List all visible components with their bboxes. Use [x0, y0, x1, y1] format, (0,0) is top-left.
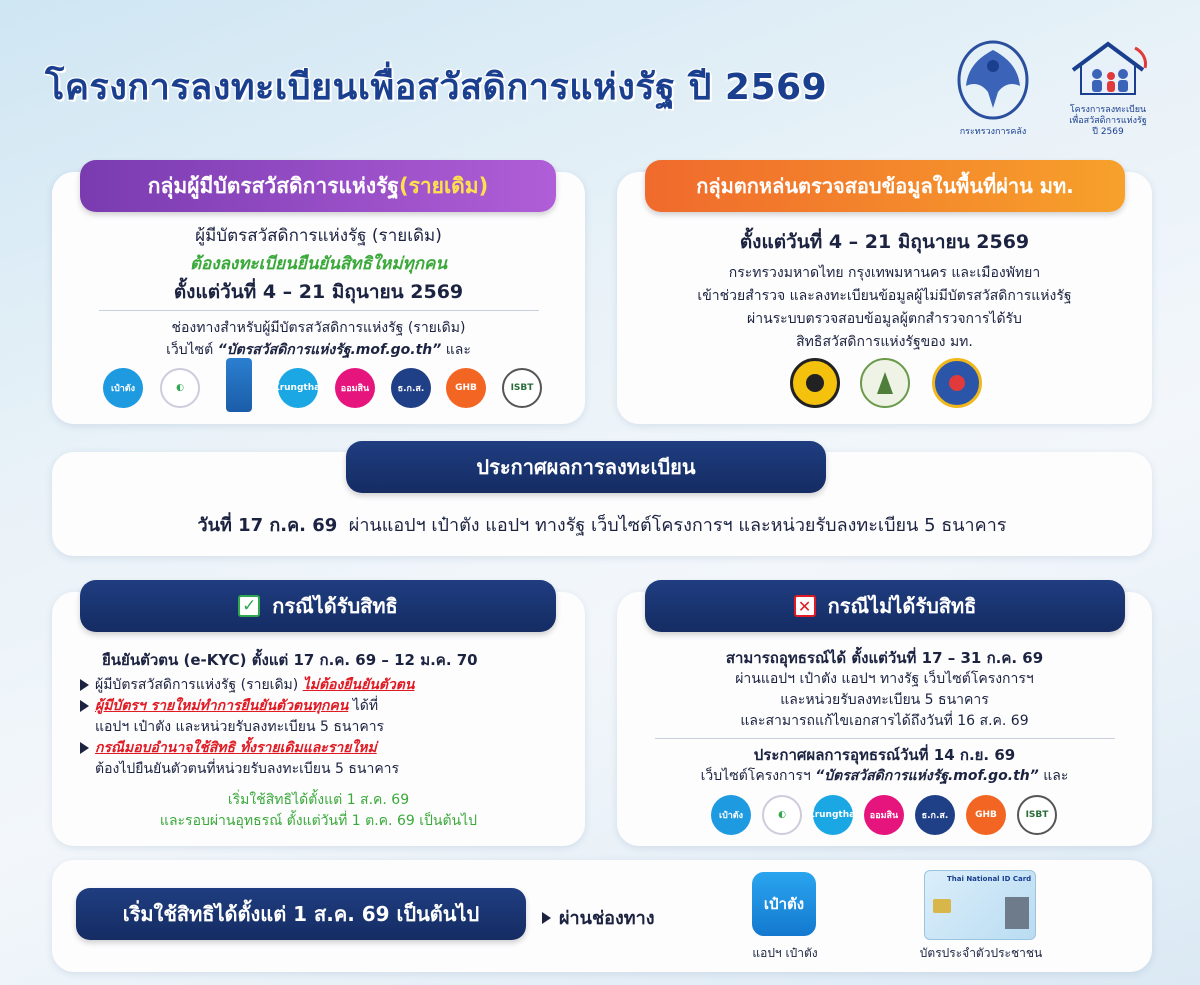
existing-line-5 [52, 339, 585, 361]
paotang-app-icon[interactable]: เป๋าตัง [103, 368, 143, 408]
family-house-icon [1063, 36, 1153, 101]
ineligible-line-6 [617, 766, 1152, 787]
krungthai-bank-icon[interactable]: Krungthai [813, 795, 853, 835]
existing-line-3: ตั้งแต่วันที่ 4 – 21 มิถุนายน 2569 [173, 281, 464, 303]
footer-start-badge: เริ่มใช้สิทธิได้ตั้งแต่ 1 ส.ค. 69 เป็นต้นไป [76, 888, 526, 940]
paotang-app-label: แอปฯ เป๋าตัง [752, 946, 818, 960]
existing-website-suffix: และ [441, 342, 471, 358]
survey-header: กลุ่มตกหล่นตรวจสอบข้อมูลในพื้นที่ผ่าน มท. [645, 160, 1125, 212]
ineligible-line-3: และหน่วยรับลงทะเบียน 5 ธนาคาร [780, 692, 989, 708]
bullet-arrow-icon [80, 679, 89, 691]
eligible-header-text: กรณีได้รับสิทธิ [272, 594, 398, 618]
eligible-bullet-2-text: ได้ที่ [348, 698, 379, 714]
ineligible-website-suffix: และ [1038, 768, 1069, 784]
project-caption-3: ปี 2569 [1092, 127, 1124, 137]
interior-ministry-seal-icon [790, 358, 840, 408]
footer-via [542, 903, 655, 932]
existing-line-2: ต้องลงทะเบียนยืนยันสิทธิใหม่ทุกคน [189, 254, 448, 274]
existing-header-highlight: (รายเดิม) [398, 173, 489, 198]
eligible-bullet-3-cont: ต้องไปยืนยันตัวตนที่หน่วยรับลงทะเบียน 5 ธนาคาร [95, 761, 400, 777]
page-title: โครงการลงทะเบียนเพื่อสวัสดิการแห่งรัฐ ปี 2569 [45, 67, 828, 108]
pattaya-seal-icon [932, 358, 982, 408]
ekyc-period: ยืนยันตัวตน (e-KYC) ตั้งแต่ 17 ก.ค. 69 – 12 ม.ค. 70 [102, 651, 478, 669]
existing-holders-header [80, 160, 556, 212]
islamic-bank-icon[interactable]: ISBT [1017, 795, 1057, 835]
project-logo [1058, 36, 1158, 146]
survey-body [617, 228, 1152, 354]
id-card-icon[interactable] [924, 870, 1036, 940]
ineligible-header [645, 580, 1125, 632]
bullet-arrow-icon [80, 700, 89, 712]
eligible-header [80, 580, 556, 632]
eligible-body [80, 650, 580, 780]
eligible-start [52, 790, 585, 832]
ministry-logo [938, 38, 1048, 137]
footer-via-text: ผ่านช่องทาง [559, 908, 655, 929]
existing-header-text: กลุ่มผู้มีบัตรสวัสดิการแห่งรัฐ [147, 173, 399, 198]
gsb-bank-icon[interactable]: ออมสิน [335, 368, 375, 408]
eligible-bullet-2-highlight: ผู้มีบัตรฯ รายใหม่ทำการยืนยันตัวตนทุกคน [95, 698, 349, 714]
existing-website-prefix: เว็บไซต์ [166, 342, 218, 358]
eligible-bullet-3-highlight: กรณีมอบอำนาจใช้สิทธิ ทั้งรายเดิมและรายใหม่ [95, 740, 377, 756]
eligible-start-2: และรอบผ่านอุทธรณ์ ตั้งแต่วันที่ 1 ต.ค. 69 เป็นต้นไป [159, 813, 478, 829]
project-caption-1: โครงการลงทะเบียน [1069, 105, 1147, 115]
survey-date: ตั้งแต่วันที่ 4 – 21 มิถุนายน 2569 [739, 231, 1030, 253]
islamic-bank-icon[interactable]: ISBT [502, 368, 542, 408]
ministry-caption: กระทรวงการคลัง [959, 127, 1027, 137]
ineligible-body [617, 648, 1152, 787]
tangrat-app-icon[interactable]: ◐ [762, 795, 802, 835]
ineligible-line-5: ประกาศผลการอุทธรณ์วันที่ 14 ก.ย. 69 [753, 746, 1016, 764]
survey-line-2: เข้าช่วยสำรวจ และลงทะเบียนข้อมูลผู้ไม่มีบัตรสวัสดิการแห่งรัฐ [697, 288, 1072, 304]
id-card-label: บัตรประจำตัวประชาชน [919, 946, 1043, 960]
id-photo-icon [1005, 897, 1029, 929]
eligible-bullet-3 [80, 738, 580, 759]
kiosk-icon[interactable] [226, 358, 252, 412]
divider [655, 738, 1115, 739]
bullet-arrow-icon [542, 912, 551, 924]
survey-line-4: สิทธิสวัสดิการแห่งรัฐของ มท. [796, 334, 973, 350]
announcement-date: วันที่ 17 ก.ค. 69 [197, 515, 338, 536]
project-caption-2: เพื่อสวัสดิการแห่งรัฐ [1069, 116, 1147, 126]
divider [99, 310, 539, 311]
ineligible-line-4: และสามารถแก้ไขเอกสารได้ถึงวันที่ 16 ส.ค. 69 [740, 713, 1029, 729]
eligible-bullet-1-text: ผู้มีบัตรสวัสดิการแห่งรัฐ (รายเดิม) [95, 677, 303, 693]
eligible-bullet-2 [80, 696, 580, 717]
eligible-start-1: เริ่มใช้สิทธิได้ตั้งแต่ 1 ส.ค. 69 [227, 792, 410, 808]
krungthai-bank-icon[interactable]: Krungthai [278, 368, 318, 408]
existing-holders-body [52, 222, 585, 361]
check-icon: ✓ [238, 595, 260, 617]
eligible-bullet-1 [80, 675, 580, 696]
existing-line-4: ช่องทางสำหรับผู้มีบัตรสวัสดิการแห่งรัฐ (รายเดิม) [171, 320, 466, 336]
ineligible-line-2: ผ่านแอปฯ เป๋าตัง แอปฯ ทางรัฐ เว็บไซต์โครงการฯ [735, 671, 1034, 687]
paotang-app-icon[interactable]: เป๋าตัง [752, 872, 816, 936]
bullet-arrow-icon [80, 742, 89, 754]
ghb-bank-icon[interactable]: GHB [966, 795, 1006, 835]
baac-bank-icon[interactable]: ธ.ก.ส. [391, 368, 431, 408]
id-card-title: Thai National ID Card [947, 875, 1032, 883]
bangkok-seal-icon [860, 358, 910, 408]
eligible-bullet-2-cont: แอปฯ เป๋าตัง และหน่วยรับลงทะเบียน 5 ธนาคาร [95, 719, 385, 735]
ineligible-website-prefix: เว็บไซต์โครงการฯ [700, 768, 816, 784]
ineligible-website-link[interactable]: “บัตรสวัสดิการแห่งรัฐ.mof.go.th” [815, 768, 1039, 784]
existing-website-link[interactable]: “บัตรสวัสดิการแห่งรัฐ.mof.go.th” [217, 342, 442, 358]
ineligible-header-text: กรณีไม่ได้รับสิทธิ [827, 594, 977, 618]
survey-line-3: ผ่านระบบตรวจสอบข้อมูลผู้ตกสำรวจการได้รับ [747, 311, 1022, 327]
chip-icon [933, 899, 951, 913]
ghb-bank-icon[interactable]: GHB [446, 368, 486, 408]
announcement-text: ผ่านแอปฯ เป๋าตัง แอปฯ ทางรัฐ เว็บไซต์โครงการฯ และหน่วยรับลงทะเบียน 5 ธนาคาร [348, 515, 1007, 536]
announcement-header: ประกาศผลการลงทะเบียน [346, 441, 826, 493]
eligible-bullet-1-highlight: ไม่ต้องยืนยันตัวตน [302, 677, 415, 693]
cross-icon: ✕ [794, 595, 816, 617]
survey-line-1: กระทรวงมหาดไทย กรุงเทพมหานคร และเมืองพัทยา [728, 265, 1041, 281]
existing-line-1: ผู้มีบัตรสวัสดิการแห่งรัฐ (รายเดิม) [195, 226, 442, 246]
garuda-icon [938, 38, 1048, 123]
paotang-app-icon[interactable]: เป๋าตัง [711, 795, 751, 835]
announcement-text-row [52, 510, 1152, 539]
gsb-bank-icon[interactable]: ออมสิน [864, 795, 904, 835]
baac-bank-icon[interactable]: ธ.ก.ส. [915, 795, 955, 835]
ineligible-line-1: สามารถอุทธรณ์ได้ ตั้งแต่วันที่ 17 – 31 ก.ค. 69 [725, 649, 1044, 667]
tangrat-app-icon[interactable]: ◐ [160, 368, 200, 408]
